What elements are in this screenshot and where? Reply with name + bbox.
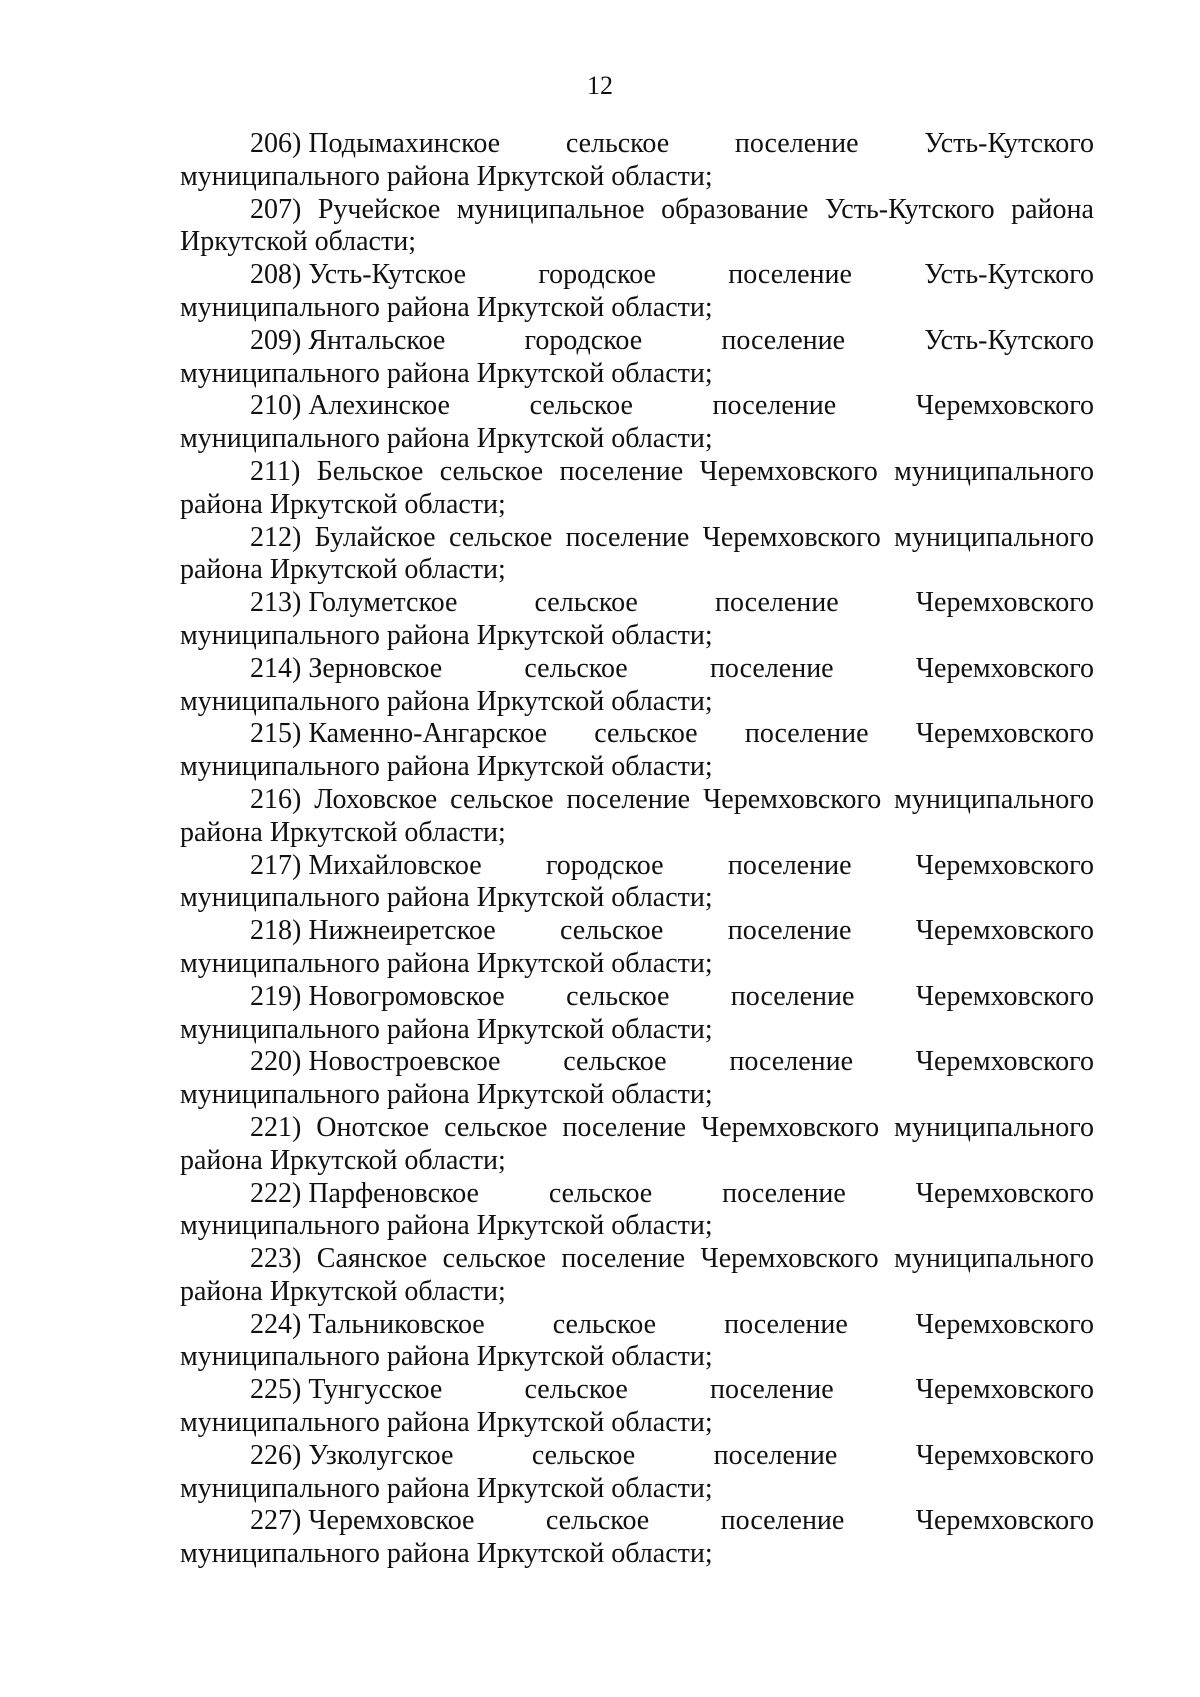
list-item-word: поселение [727,915,852,947]
list-item-word: городское [538,259,656,291]
list-item-word: Лоховское [314,783,438,815]
list-item-continuation: Иркутской области; [180,226,416,258]
list-item-word: 223) [250,1243,302,1275]
list-item-word: поселение [565,521,690,553]
list-item-word: сельское [565,128,670,159]
list-item-continuation: муниципального района Иркутской области; [180,1341,713,1373]
list-item-word: Черемховского [915,1308,1094,1340]
list-item-word: сельское [529,390,633,422]
list-item-first-line [180,259,1094,292]
list-item-word: Черемховского [915,849,1094,881]
list-item-continuation: муниципального района Иркутской области; [180,291,713,323]
list-item-word: поселение [709,652,834,684]
list-item [180,325,1094,391]
list-item-word: городское [545,849,664,881]
list-item-word: 225) Тунгусское [250,1374,443,1406]
list-item-first-line [180,1440,1094,1473]
list-item-word: 207) [250,193,302,225]
list-item-word: Черемховского [915,980,1094,1012]
list-item-word: муниципальное [456,193,645,225]
list-item [180,128,1094,194]
list-item-word: поселение [559,455,684,487]
list-item-word: образование [661,193,809,225]
list-item-word: сельское [531,1439,636,1471]
list-item-first-line [180,1374,1094,1407]
list-item-first-line [180,1309,1094,1342]
list-item-word: Черемховского [915,587,1094,619]
list-item-first-line [180,1243,1094,1276]
list-item-word: муниципального [894,1111,1094,1143]
list-item-word: сельское [439,455,544,487]
list-item-word: Онотское [316,1111,430,1143]
list-item-word: 226) Узколугское [250,1439,454,1471]
list-item-word: муниципального [894,455,1094,487]
page-number: 12 [587,71,613,100]
list-item [180,456,1094,522]
list-item-word: 216) [250,783,302,815]
list-item-first-line [180,718,1094,751]
list-item-word: сельское [560,915,664,947]
list-item-first-line [180,784,1094,817]
list-item-word: поселение [561,1243,686,1275]
list-item [180,522,1094,588]
list-item-word: поселение [727,849,852,881]
list-item-word: Ручейское [317,193,441,225]
list-item-continuation: района Иркутской области; [180,1275,506,1307]
list-item-first-line [180,325,1094,358]
list-item-first-line [180,1505,1094,1538]
list-item [180,915,1094,981]
list-item [180,1243,1094,1309]
list-item-word: сельское [563,1046,667,1078]
list-item-word: поселение [728,259,852,291]
list-item-word: Черемховского [915,1046,1094,1078]
list-item-continuation: муниципального района Иркутской области; [180,160,713,192]
list-item-word: Черемховского [700,1243,879,1275]
list-item-word: 211) [250,455,301,487]
list-item-word: сельское [552,1308,657,1340]
list-item-continuation: муниципального района Иркутской области; [180,1079,713,1111]
list-item-word: Черемховского [915,1505,1094,1537]
list-item-word: поселение [715,587,839,619]
list-item-continuation: муниципального района Иркутской области; [180,685,713,717]
list-item [180,1112,1094,1178]
list-item-word: муниципального [894,1243,1094,1275]
list-item [180,390,1094,456]
list-item-word: 209) Янтальское [250,324,446,356]
list-item [180,653,1094,719]
list-item-word: сельское [594,718,698,750]
list-item-word: Усть-Кутского [924,324,1094,356]
list-item-word: Черемховского [699,455,878,487]
list-item-first-line [180,850,1094,883]
list-item-word: 210) Алехинское [250,390,450,422]
list-item-first-line [180,981,1094,1014]
list-item-word: поселение [722,1177,846,1209]
list-item-word: сельское [566,980,670,1012]
list-item-word: поселение [734,128,859,159]
list-item-first-line [180,128,1094,161]
list-item-word: Черемховского [915,390,1094,422]
list-item-first-line [180,587,1094,620]
list-item [180,1178,1094,1244]
list-item-word: Усть-Кутского [824,193,995,225]
list-item-first-line [180,1046,1094,1079]
list-item-word: Булайское [314,521,436,553]
list-item-continuation: муниципального района Иркутской области; [180,947,713,979]
list-item-first-line [180,915,1094,948]
list-item-word: 218) Нижнеиретское [250,915,496,947]
list-item-word: сельское [442,1243,546,1275]
list-item-word: поселение [730,980,855,1012]
list-item-word: поселение [713,1439,838,1471]
list-item-word: сельское [548,1177,653,1209]
list-item-word: 214) Зерновское [250,652,443,684]
list-item-word: 219) Новогромовское [250,980,505,1012]
list-item-word: Черемховского [915,652,1094,684]
list-item-continuation: района Иркутской области; [180,1144,506,1176]
list-item-word: сельское [524,1374,628,1406]
list-item-word: Черемховского [915,1177,1094,1209]
list-item-continuation: муниципального района Иркутской области; [180,1407,713,1439]
list-item-first-line [180,1178,1094,1211]
list-item-word: 217) Михайловское [250,849,482,881]
list-item-word: 227) Черемховское [250,1505,475,1537]
list-item-word: Саянское [316,1243,428,1275]
list-item-first-line [180,194,1094,227]
list-item [180,259,1094,325]
list-item-continuation: муниципального района Иркутской области; [180,1013,713,1045]
list-item [180,1505,1094,1571]
list-item-word: муниципального [894,521,1094,553]
list-item [180,1309,1094,1375]
list-item-word: 224) Тальниковское [250,1308,485,1340]
list-item-word: 208) Усть-Кутское [250,259,467,291]
list-item-continuation: муниципального района Иркутской области; [180,751,713,783]
list-item-word: 222) Парфеновское [250,1177,479,1209]
list-item-word: Бельское [316,455,424,487]
list-item-continuation: района Иркутской области; [180,488,506,520]
settlement-list [180,128,1094,1571]
list-item-word: сельское [545,1505,650,1537]
list-item-word: 213) Голуметское [250,587,458,619]
list-item [180,784,1094,850]
list-item-word: сельское [450,783,554,815]
list-item-word: Черемховского [701,1111,880,1143]
list-item [180,718,1094,784]
list-item-continuation: муниципального района Иркутской области; [180,357,713,389]
list-item-word: Черемховского [702,521,881,553]
list-item-continuation: муниципального района Иркутской области; [180,1210,713,1242]
list-item-word: поселение [709,1374,834,1406]
list-item-word: Черемховского [915,1439,1094,1471]
list-item-continuation: муниципального района Иркутской области; [180,1538,713,1570]
list-item [180,1440,1094,1506]
list-item-first-line [180,390,1094,423]
list-item-continuation: муниципального района Иркутской области; [180,423,713,455]
list-item-word: поселение [712,390,837,422]
list-item-word: 220) Новостроевское [250,1046,501,1078]
list-item-word: 206) Подымахинское [250,128,501,159]
list-item [180,194,1094,260]
list-item-word: поселение [721,324,846,356]
list-item-word: Усть-Кутского [924,128,1094,159]
list-item-continuation: муниципального района Иркутской области; [180,619,713,651]
list-item-word: Черемховского [915,1374,1094,1406]
list-item-first-line [180,653,1094,686]
list-item-word: муниципального [894,783,1094,815]
list-item-word: Черемховского [915,915,1094,947]
list-item-word: поселение [744,718,869,750]
list-item-first-line [180,522,1094,555]
list-item-first-line [180,1112,1094,1145]
list-item-first-line [180,456,1094,489]
list-item-word: сельское [444,1111,548,1143]
list-item [180,850,1094,916]
list-item [180,981,1094,1047]
list-item-word: поселение [720,1505,845,1537]
list-item-word: 212) [250,521,302,553]
list-item-word: сельское [534,587,638,619]
list-item-word: 221) [250,1111,302,1143]
list-item-continuation: района Иркутской области; [180,816,506,848]
list-item [180,587,1094,653]
list-item-word: района [1011,193,1094,225]
list-item-word: городское [524,324,643,356]
list-item-word: Черемховского [915,718,1094,750]
list-item [180,1374,1094,1440]
list-item-continuation: муниципального района Иркутской области; [180,1472,713,1504]
list-item-word: поселение [566,783,691,815]
list-item-word: сельское [448,521,553,553]
list-item-word: 215) Каменно-Ангарское [250,718,547,750]
list-item-word: поселение [724,1308,848,1340]
list-item-word: Черемховского [703,783,882,815]
list-item-continuation: района Иркутской области; [180,554,506,586]
list-item-word: поселение [729,1046,854,1078]
list-item-word: сельское [524,652,628,684]
list-item-word: Усть-Кутского [924,259,1094,291]
list-item-word: поселение [562,1111,687,1143]
list-item-continuation: муниципального района Иркутской области; [180,882,713,914]
list-item [180,1046,1094,1112]
